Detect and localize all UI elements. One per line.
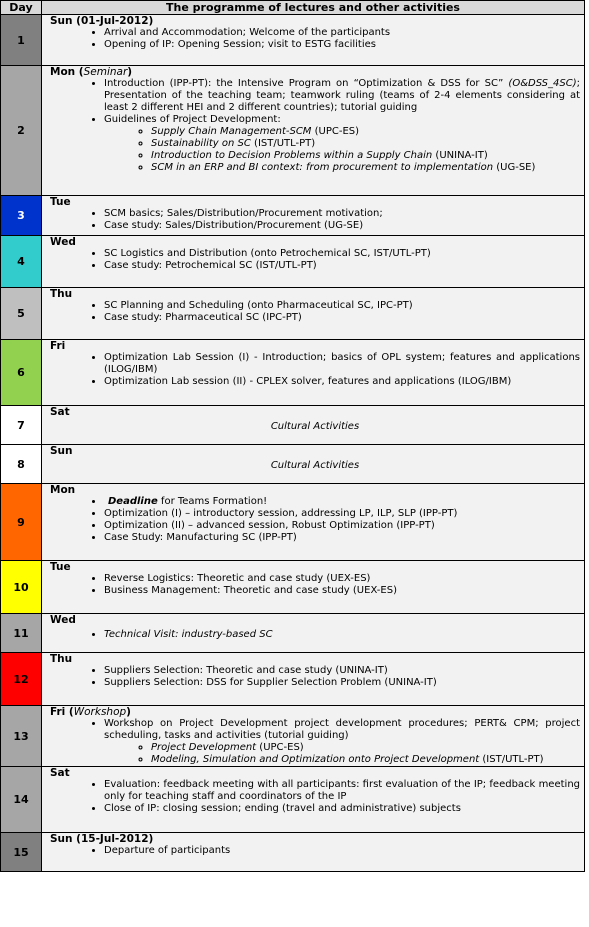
day-number-cell bbox=[1, 15, 42, 66]
day-number: 2 bbox=[17, 124, 25, 137]
day-content-cell bbox=[42, 561, 585, 614]
day-row bbox=[1, 445, 585, 484]
day-number-cell bbox=[1, 340, 42, 406]
sub-item bbox=[151, 742, 580, 754]
day-name bbox=[50, 614, 580, 626]
day-content-cell bbox=[42, 15, 585, 66]
day-name-text: Tue bbox=[50, 196, 71, 208]
day-number: 14 bbox=[13, 793, 29, 806]
day-number-cell bbox=[1, 288, 42, 340]
day-row bbox=[1, 340, 585, 406]
activity-text: Introduction (IPP-PT): the Intensive Program on “Optimization & DSS for SC” bbox=[104, 78, 504, 89]
day-row bbox=[1, 288, 585, 340]
sub-item bbox=[151, 754, 580, 766]
day-number: 5 bbox=[17, 307, 25, 320]
day-number: 13 bbox=[13, 729, 29, 743]
day-name-text: Thu bbox=[50, 653, 73, 665]
activity-list bbox=[50, 27, 580, 51]
activity-item: • Optimization Lab Session (I) - Introduction; basics of OPL system; features and applications (ILOG/IBM) bbox=[104, 352, 580, 376]
sub-item-title: Sustainability on SC bbox=[151, 138, 251, 149]
sub-item bbox=[151, 138, 580, 150]
day-content-cell bbox=[42, 706, 585, 767]
activity-item bbox=[104, 78, 580, 114]
day-name bbox=[50, 767, 580, 779]
activity-item: • Optimization (I) – introductory session, addressing LP, ILP, SLP (IPP-PT) bbox=[104, 508, 580, 520]
sub-item bbox=[151, 126, 580, 138]
day-row bbox=[1, 706, 585, 767]
sub-item-org: (UPC-ES) bbox=[311, 126, 360, 137]
sub-list bbox=[104, 126, 580, 174]
day-name bbox=[50, 15, 580, 27]
day-name bbox=[50, 288, 580, 300]
activity-list bbox=[50, 352, 580, 388]
day-row bbox=[1, 236, 585, 288]
activity-list bbox=[50, 665, 580, 689]
sub-item bbox=[151, 150, 580, 162]
day-row bbox=[1, 833, 585, 872]
day-name bbox=[50, 561, 580, 573]
activity-list bbox=[50, 300, 580, 324]
activity-list bbox=[50, 208, 580, 232]
sub-item-title: Modeling, Simulation and Optimization onto Project Development bbox=[151, 754, 480, 765]
day-content-cell bbox=[42, 484, 585, 561]
day-name bbox=[50, 653, 580, 665]
activity-item: • Case study: Pharmaceutical SC (IPC-PT) bbox=[104, 312, 580, 324]
sub-item-org: (IST/UTL-PT) bbox=[479, 754, 544, 765]
activity-item: • Workshop on Project Development project development procedures; PERT& CPM; project scheduling, tasks and activities (tutorial guiding) ◦ Project Development (UPC-ES) ◦ Modeling, Simulation and Optimization onto Project Development (IST/UTL-PT) bbox=[104, 718, 580, 766]
day-name-text: Wed bbox=[50, 614, 76, 626]
day-name bbox=[50, 484, 580, 496]
activity-item: • Case Study: Manufacturing SC (IPP-PT) bbox=[104, 532, 580, 544]
day-number-cell bbox=[1, 196, 42, 236]
activity-list bbox=[50, 718, 580, 766]
day-number: 9 bbox=[17, 515, 25, 529]
day-type: Seminar bbox=[83, 66, 128, 78]
day-name-text: Fri bbox=[50, 706, 66, 718]
day-name-text: Thu bbox=[50, 288, 73, 300]
activity-text: Cultural Activities bbox=[270, 421, 360, 432]
activity-list bbox=[50, 845, 580, 857]
day-row bbox=[1, 66, 585, 196]
day-name bbox=[50, 406, 580, 418]
day-number-cell bbox=[1, 706, 42, 767]
day-number: 8 bbox=[17, 457, 25, 471]
day-row bbox=[1, 15, 585, 66]
day-number: 7 bbox=[17, 418, 25, 432]
activity-item: • Optimization (II) – advanced session, Robust Optimization (IPP-PT) bbox=[104, 520, 580, 532]
sub-item-title: SCM in an ERP and BI context: from procurement to implementation bbox=[151, 162, 494, 173]
activity-list bbox=[50, 629, 580, 641]
activity-item: • Case study: Petrochemical SC (IST/UTL-PT) bbox=[104, 260, 580, 272]
day-row bbox=[1, 614, 585, 653]
deadline-label: Deadline bbox=[108, 496, 158, 507]
day-name: Fri (Workshop) bbox=[50, 706, 131, 718]
activity-item: • Guidelines of Project Development: ◦ Supply Chain Management-SCM (UPC-ES) ◦ Sustainability on SC (IST/UTL-PT) ◦ Introduction to Decision Problems within a Supply Chain (UNINA-IT) ◦ SCM in an ERP and BI context: from procurement to implementation (UG-SE) bbox=[104, 114, 580, 174]
deadline-text: for Teams Formation! bbox=[157, 496, 268, 507]
deadline-item bbox=[104, 496, 580, 508]
activity-item: • Optimization Lab session (II) - CPLEX solver, features and applications (ILOG/IBM) bbox=[104, 376, 580, 388]
sub-item-org: (UG-SE) bbox=[493, 162, 536, 173]
day-type: Workshop bbox=[73, 706, 127, 718]
day-number: 3 bbox=[17, 209, 25, 222]
sub-item-title: Introduction to Decision Problems within a Supply Chain bbox=[151, 150, 433, 161]
day-content-cell bbox=[42, 288, 585, 340]
activity-item: • Opening of IP: Opening Session; visit to ESTG facilities bbox=[104, 39, 580, 51]
day-content-cell bbox=[42, 833, 585, 872]
day-column-header: Day bbox=[1, 1, 42, 15]
activity-item: • Business Management: Theoretic and case study (UEX-ES) bbox=[104, 585, 580, 597]
activity-list bbox=[50, 573, 580, 597]
day-number: 1 bbox=[17, 33, 25, 47]
sub-item-org: (UNINA-IT) bbox=[432, 150, 488, 161]
day-name-text: Mon bbox=[50, 484, 76, 496]
activity-item: • Suppliers Selection: Theoretic and case study (UNINA-IT) bbox=[104, 665, 580, 677]
day-number: 15 bbox=[13, 845, 29, 859]
day-content-cell bbox=[42, 196, 585, 236]
sub-list bbox=[104, 742, 580, 766]
day-number: 12 bbox=[13, 672, 29, 686]
day-name bbox=[50, 833, 580, 845]
day-name bbox=[50, 445, 580, 457]
program-acronym: (O&DSS_4SC) bbox=[508, 78, 577, 89]
sub-item bbox=[151, 162, 580, 174]
activity-item: • Evaluation: feedback meeting with all participants: first evaluation of the IP; feedback meeting only for teaching staff and coordinators of the IP bbox=[104, 779, 580, 803]
day-number: 11 bbox=[13, 626, 29, 640]
day-number-cell bbox=[1, 653, 42, 706]
day-number: 4 bbox=[17, 255, 25, 268]
activity-list bbox=[50, 78, 580, 174]
day-number-cell bbox=[1, 66, 42, 196]
sub-item-org: (UPC-ES) bbox=[256, 742, 304, 753]
day-content-cell bbox=[42, 66, 585, 196]
sub-item-title: Project Development bbox=[151, 742, 257, 753]
day-name bbox=[50, 196, 580, 208]
sub-item-title: Supply Chain Management-SCM bbox=[151, 126, 312, 137]
day-number-cell bbox=[1, 767, 42, 833]
day-name-text: Wed bbox=[50, 236, 76, 248]
day-row bbox=[1, 653, 585, 706]
day-content-cell bbox=[42, 236, 585, 288]
day-content-cell bbox=[42, 614, 585, 653]
activity-item: • Close of IP: closing session; ending (travel and administrative) subjects bbox=[104, 803, 580, 815]
day-number: 10 bbox=[13, 580, 29, 594]
activity-item: • SC Logistics and Distribution (onto Petrochemical SC, IST/UTL-PT) bbox=[104, 248, 580, 260]
activity-item: • Arrival and Accommodation; Welcome of the participants bbox=[104, 27, 580, 39]
day-row bbox=[1, 484, 585, 561]
day-name: Mon (Seminar) bbox=[50, 66, 133, 78]
day-content-cell bbox=[42, 406, 585, 445]
day-name-text: Fri bbox=[50, 340, 66, 352]
day-number-cell bbox=[1, 406, 42, 445]
activity-list bbox=[50, 248, 580, 272]
programme-title: The programme of lectures and other activities bbox=[42, 1, 585, 15]
day-number-cell bbox=[1, 833, 42, 872]
day-name bbox=[50, 236, 580, 248]
day-number-cell bbox=[1, 445, 42, 484]
activity-item: • Departure of participants bbox=[104, 845, 580, 857]
day-name-text: Sat bbox=[50, 767, 70, 779]
activity-item: • Case study: Sales/Distribution/Procurement (UG-SE) bbox=[104, 220, 580, 232]
day-name bbox=[50, 340, 580, 352]
activity-list bbox=[50, 496, 580, 544]
day-row bbox=[1, 196, 585, 236]
activity-item: • Reverse Logistics: Theoretic and case study (UEX-ES) bbox=[104, 573, 580, 585]
activity-text: Cultural Activities bbox=[270, 460, 360, 471]
day-content-cell bbox=[42, 767, 585, 833]
day-name-text: Sat bbox=[50, 406, 70, 418]
day-row bbox=[1, 767, 585, 833]
activity-item: • SCM basics; Sales/Distribution/Procurement motivation; bbox=[104, 208, 580, 220]
sub-item-org: (IST/UTL-PT) bbox=[250, 138, 316, 149]
day-content-cell bbox=[42, 340, 585, 406]
day-number: 6 bbox=[17, 366, 25, 379]
activity-item: • Suppliers Selection: DSS for Supplier Selection Problem (UNINA-IT) bbox=[104, 677, 580, 689]
activity-item: • SC Planning and Scheduling (onto Pharmaceutical SC, IPC-PT) bbox=[104, 300, 580, 312]
activity-text: ; Presentation of the teaching team; teamwork ruling (teams of 2-4 elements considering at least 2 different HEI and 2 different countries); tutorial guiding bbox=[104, 78, 580, 113]
activity-item: • Technical Visit: industry-based SC bbox=[104, 629, 580, 641]
day-row bbox=[1, 561, 585, 614]
day-name-text: Sun (15-Jul-2012) bbox=[50, 833, 154, 845]
day-number-cell bbox=[1, 236, 42, 288]
day-row bbox=[1, 406, 585, 445]
day-number-cell bbox=[1, 561, 42, 614]
day-number-cell bbox=[1, 484, 42, 561]
day-name-text: Tue bbox=[50, 561, 71, 573]
day-number-cell bbox=[1, 614, 42, 653]
activity-list bbox=[50, 779, 580, 815]
day-name-text: Sun (01-Jul-2012) bbox=[50, 15, 154, 27]
day-content-cell bbox=[42, 653, 585, 706]
day-name-text: Mon bbox=[50, 66, 76, 78]
header-row bbox=[1, 1, 585, 15]
day-name-text: Sun bbox=[50, 445, 73, 457]
day-content-cell bbox=[42, 445, 585, 484]
